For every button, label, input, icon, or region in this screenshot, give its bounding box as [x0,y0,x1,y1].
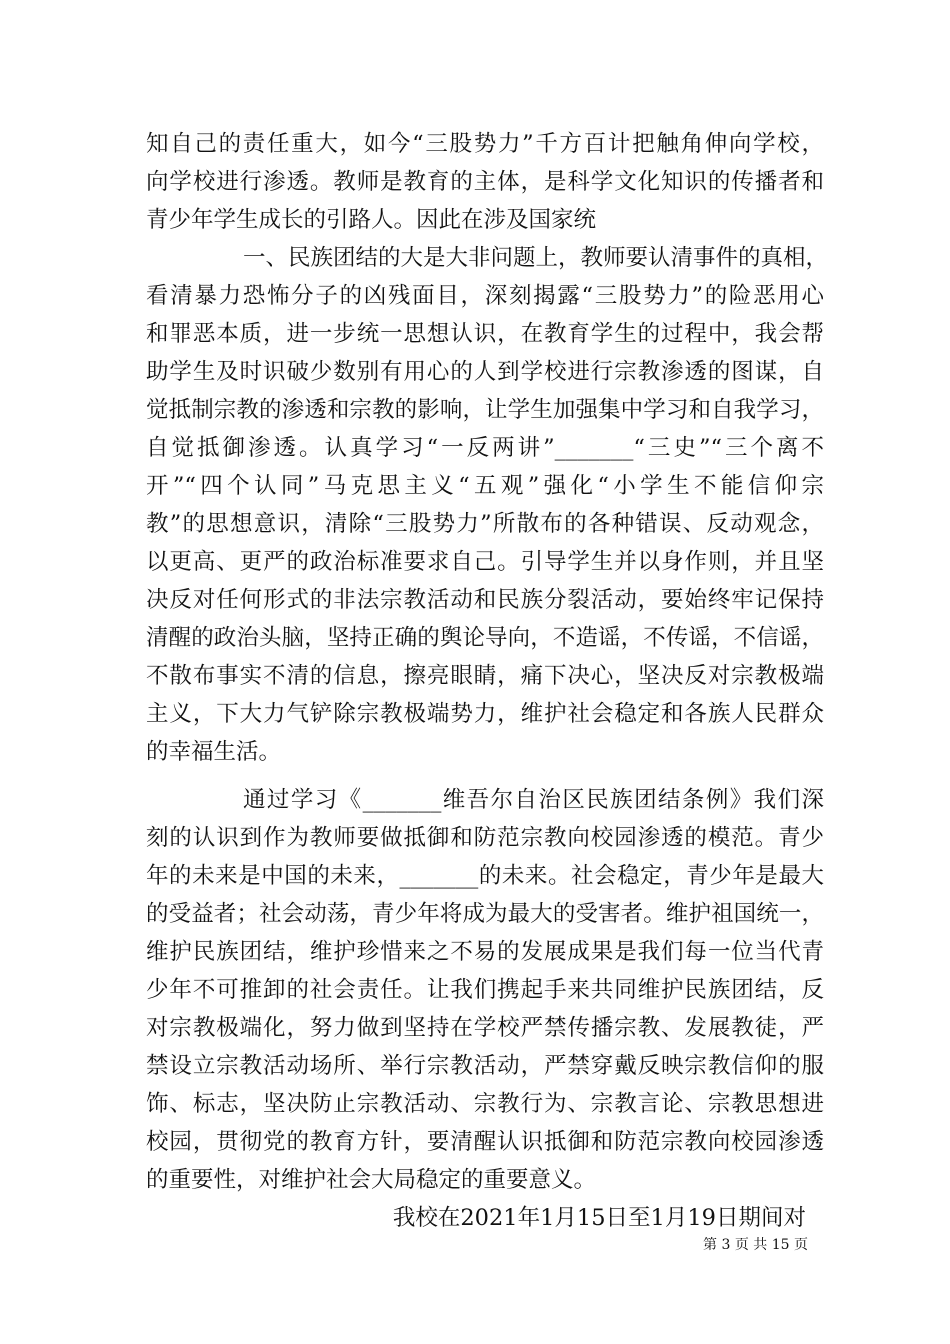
text-line: 以更高、更严的政治标准要求自己。引导学生并以身作则，并且坚 [146,549,824,575]
text-line: 青少年学生成长的引路人。因此在涉及国家统 [146,207,597,233]
text-line: 清醒的政治头脑，坚持正确的舆论导向，不造谣，不传谣，不信谣， [146,625,824,651]
text-line: 校园，贯彻党的教育方针，要清醒认识抵御和防范宗教向校园渗透 [146,1129,824,1155]
text-line: 向学校进行渗透。教师是教育的主体，是科学文化知识的传播者和 [146,169,824,195]
text-line: 看清暴力恐怖分子的凶残面目，深刻揭露“三股势力”的险恶用心 [146,283,824,309]
paragraph-start-line: 一、民族团结的大是大非问题上，教师要认清事件的真相， [243,245,829,271]
text-line: 开”“四个认同”马克思主义“五观”强化“小学生不能信仰宗 [146,473,824,499]
text-line: 维护民族团结，维护珍惜来之不易的发展成果是我们每一位当代青 [146,939,824,965]
text-line: 主义，下大力气铲除宗教极端势力，维护社会稳定和各族人民群众 [146,701,824,727]
closing-line: 我校在2021年1月15日至1月19日期间对 [392,1205,806,1231]
text-line: 禁设立宗教活动场所、举行宗教活动，严禁穿戴反映宗教信仰的服 [146,1053,824,1079]
text-line: 和罪恶本质，进一步统一思想认识，在教育学生的过程中，我会帮 [146,321,824,347]
text-line: 的重要性，对维护社会大局稳定的重要意义。 [146,1167,597,1193]
text-line: 的受益者；社会动荡，青少年将成为最大的受害者。维护祖国统一， [146,901,824,927]
text-line: 知自己的责任重大，如今“三股势力”千方百计把触角伸向学校， [146,131,824,157]
text-line: 的幸福生活。 [146,739,282,765]
text-line: 助学生及时识破少数别有用心的人到学校进行宗教渗透的图谋，自 [146,359,824,385]
text-line: 少年不可推卸的社会责任。让我们携起手来共同维护民族团结，反 [146,977,824,1003]
text-line: 自觉抵御渗透。认真学习“一反两讲”_______“三史”“三个离不 [146,435,824,461]
text-line: 饰、标志，坚决防止宗教活动、宗教行为、宗教言论、宗教思想进 [146,1091,824,1117]
text-line: 决反对任何形式的非法宗教活动和民族分裂活动，要始终牢记保持 [146,587,824,613]
text-line: 不散布事实不清的信息，擦亮眼睛，痛下决心，坚决反对宗教极端 [146,663,824,689]
text-line: 教”的思想意识，清除“三股势力”所散布的各种错误、反动观念， [146,511,824,537]
text-line: 对宗教极端化，努力做到坚持在学校严禁传播宗教、发展教徒，严 [146,1015,824,1041]
text-line: 觉抵制宗教的渗透和宗教的影响，让学生加强集中学习和自我学习， [146,397,824,423]
page-number-footer: 第 3 页 共 15 页 [703,1237,808,1253]
paragraph-start-line: 通过学习《_______维吾尔自治区民族团结条例》我们深 [243,787,824,813]
text-line: 刻的认识到作为教师要做抵御和防范宗教向校园渗透的模范。青少 [146,825,824,851]
text-line: 年的未来是中国的未来，_______的未来。社会稳定，青少年是最大 [146,863,824,889]
